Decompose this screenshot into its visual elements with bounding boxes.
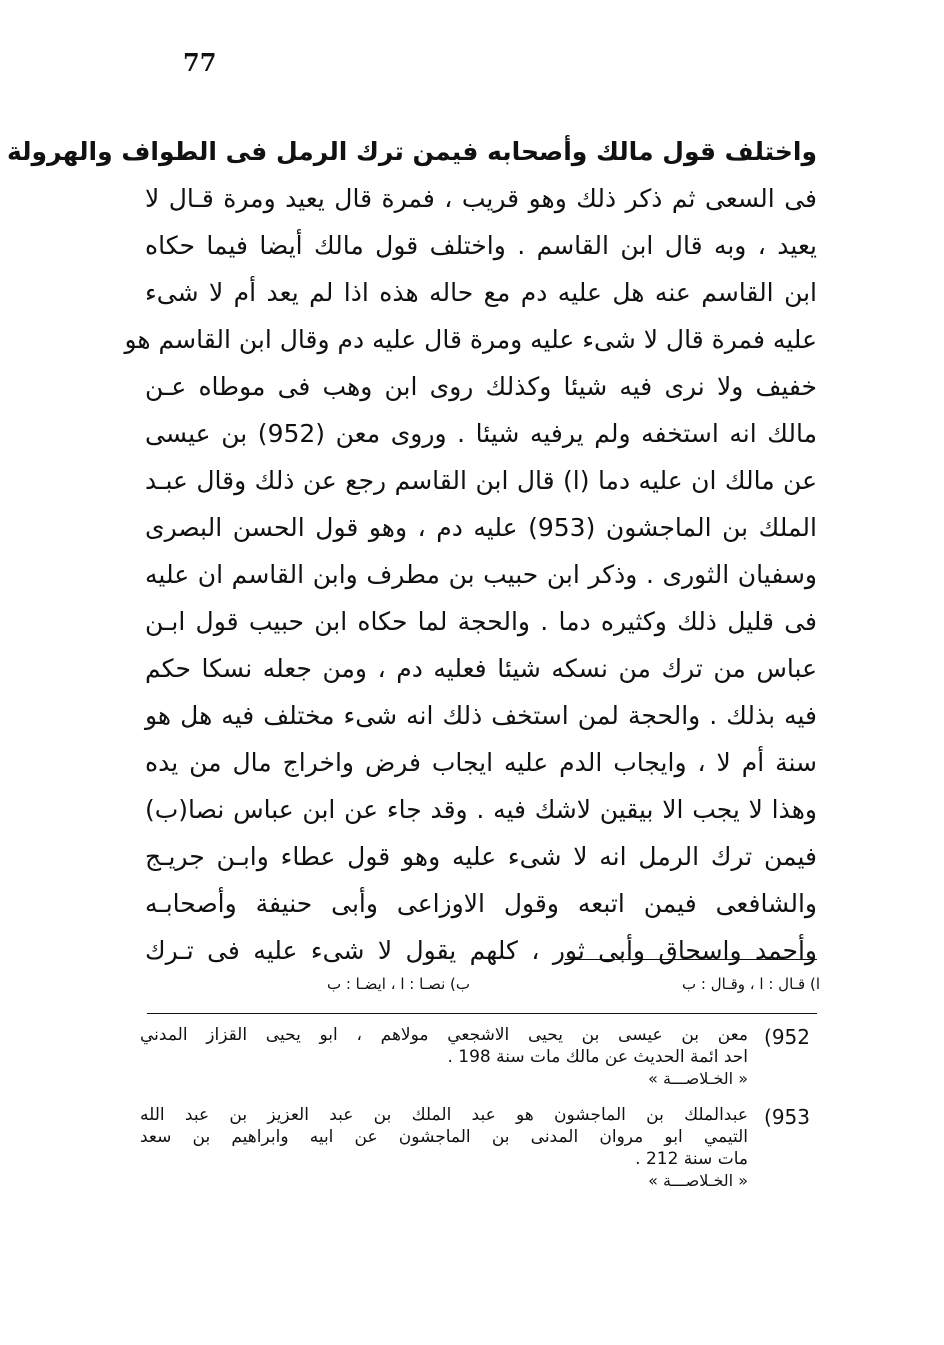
text-line: عليه فمرة قال لا شىء عليه ومرة قال عليه دم وقال ابن القاسم هو xyxy=(124,325,817,354)
page-number: 77 xyxy=(183,48,217,77)
text-line: واختلف قول مالك وأصحابه فيمن ترك الرمل فى الطواف والهرولة xyxy=(6,137,817,166)
footnote-line: معن بن عيسى بن يحيى الاشجعي مولاهم ، ابو يحيى القزاز المدني xyxy=(140,1025,748,1045)
text-line: فى السعى ثم ذكر ذلك وهو قريب ، فمرة قال يعيد ومرة قـال لا xyxy=(145,184,817,213)
variant-note-b: ب) نصـا : ا ، ايضـا : ب xyxy=(326,975,470,993)
footnote-line: التيمي ابو مروان المدنى بن الماجشون عن ابيه وابراهيم بن سعد xyxy=(140,1127,748,1147)
text-line: وأحمد واسحاق وأبى ثور ، كلهم يقول لا شىء عليه فى تـرك xyxy=(145,936,817,965)
footnote-source: « الخـلاصـــة » xyxy=(648,1171,748,1190)
text-line: ابن القاسم عنه هل عليه دم مع حاله هذه اذا لم يعد أم لا شىء xyxy=(145,278,817,307)
text-line: سنة أم لا ، وايجاب الدم عليه ايجاب فرض واخراج مال من يده xyxy=(145,748,817,777)
text-line: فيه بذلك . والحجة لمن استخف ذلك انه شىء مختلف فيه هل هو xyxy=(145,701,817,730)
footnote-source: « الخـلاصـــة » xyxy=(648,1069,748,1088)
footnote-separator xyxy=(565,959,817,960)
footnote-text xyxy=(140,1104,748,1192)
footnote-line: مات سنة 212 . xyxy=(635,1149,748,1169)
footnote-divider xyxy=(147,1013,817,1014)
text-line: والشافعى فيمن اتبعه وقول الاوزاعى وأبى حنيفة وأصحابـه xyxy=(145,889,817,918)
text-line: فيمن ترك الرمل انه لا شىء عليه وهو قول عطاء وابـن جريـج xyxy=(145,842,817,871)
footnote-text xyxy=(140,1024,748,1090)
text-line: خفيف ولا نرى فيه شيئا وكذلك روى ابن وهب فى موطاه عـن xyxy=(145,372,817,401)
text-line: يعيد ، وبه قال ابن القاسم . واختلف قول مالك أيضا فيما حكاه xyxy=(145,231,817,260)
footnote-line: احد ائمة الحديث عن مالك مات سنة 198 . xyxy=(447,1047,748,1067)
text-line: وسفيان الثورى . وذكر ابن حبيب بن مطرف وابن القاسم ان عليه xyxy=(145,560,817,589)
text-line: عباس من ترك من نسكه شيئا فعليه دم ، ومن جعله نسكا حكم xyxy=(145,654,817,683)
footnote-number: 953) xyxy=(764,1105,810,1129)
footnote-number: 952) xyxy=(764,1025,810,1049)
variant-note-a: ا) قـال : ا ، وقـال : ب xyxy=(682,975,820,993)
text-line: الملك بن الماجشون (953) عليه دم ، وهو قول الحسن البصرى xyxy=(145,513,817,542)
text-line: عن مالك ان عليه دما (ا) قال ابن القاسم رجع عن ذلك وقال عبـد xyxy=(145,466,817,495)
text-line: مالك انه استخفه ولم يرفيه شيئا . وروى معن (952) بن عيسى xyxy=(145,419,817,448)
main-text xyxy=(6,128,817,974)
variant-notes xyxy=(215,972,820,996)
text-line: فى قليل ذلك وكثيره دما . والحجة لما حكاه ابن حبيب قول ابـن xyxy=(145,607,817,636)
text-line: وهذا لا يجب الا بيقين لاشك فيه . وقد جاء عن ابن عباس نصا(ب) xyxy=(145,795,817,824)
footnote-line: عبدالملك بن الماجشون هو عبد الملك بن عبد العزيز بن عبد الله xyxy=(140,1105,748,1125)
